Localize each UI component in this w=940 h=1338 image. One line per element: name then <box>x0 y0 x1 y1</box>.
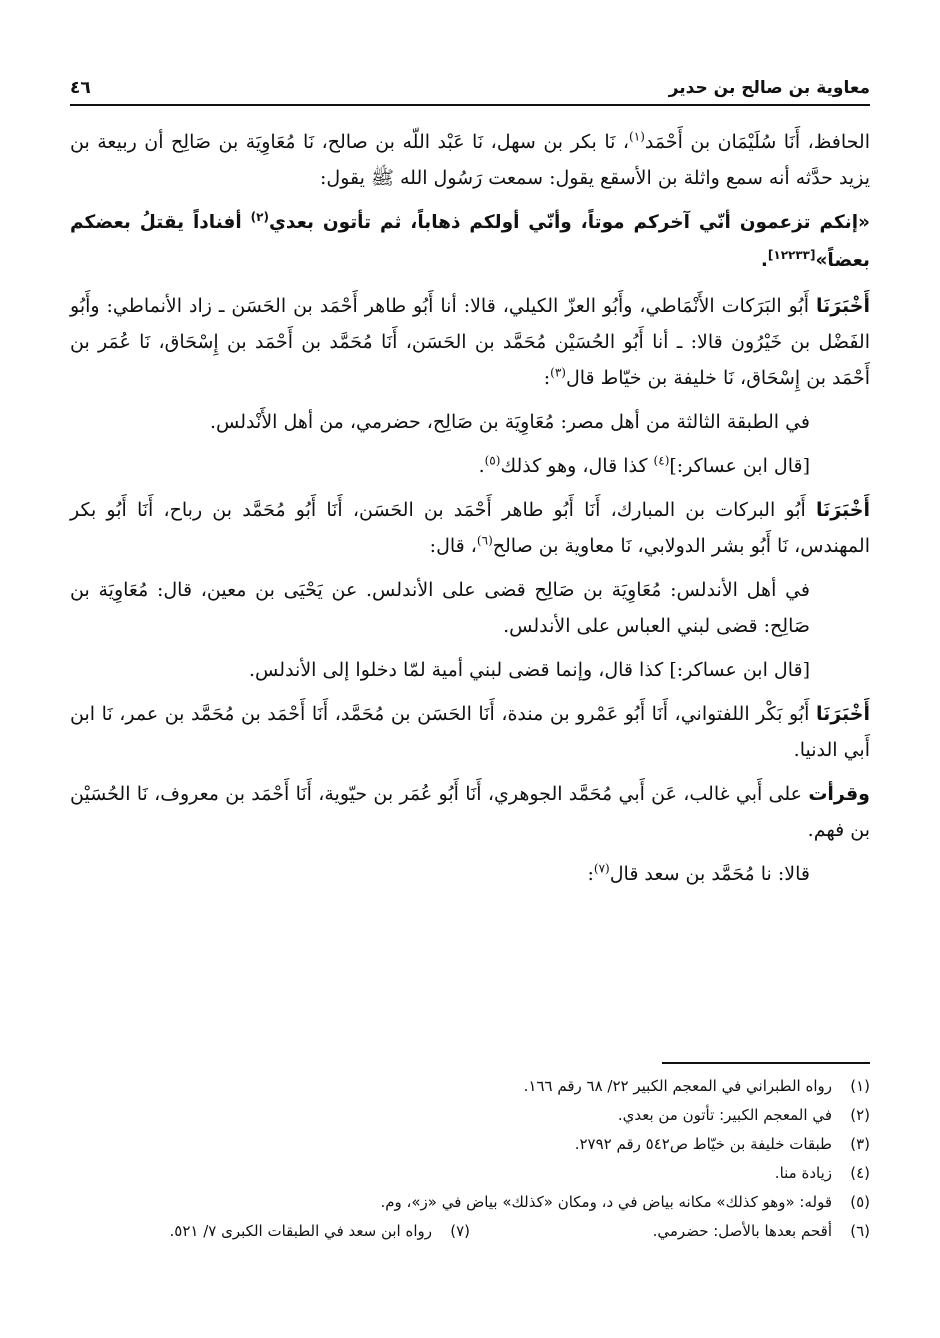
footnote-text: رواه الطبراني في المعجم الكبير ٢٢/ ٦٨ رقم ١٦٦. <box>523 1077 832 1095</box>
header-rule <box>70 104 870 106</box>
footnote-row <box>70 1217 870 1246</box>
paragraph-text: : <box>587 863 594 885</box>
footnotes <box>70 1072 870 1246</box>
footnote-ref: (٦) <box>476 533 493 548</box>
footnote-ref: (٥) <box>484 453 501 468</box>
running-header <box>70 62 870 98</box>
paragraph <box>70 572 870 644</box>
paragraph <box>70 448 870 484</box>
footnote-ref: (٧) <box>593 861 610 876</box>
paragraph-text: على أَبي غالب، عَن أَبي مُحَمَّد الجوهري، أَنَا أَبُو عُمَر بن حيّوية، أَنَا أَحْمَد بن معروف، نَا الحُسَيْن بن فهم. <box>70 783 870 841</box>
paragraph-text: الحافظ، أَنَا سُلَيْمَان بن أَحْمَد <box>644 131 870 153</box>
paragraph <box>70 856 870 892</box>
footnote-rule <box>662 1062 870 1064</box>
footnote-ref: [١٢٢٣٣] <box>767 247 816 262</box>
footnote <box>470 1217 870 1246</box>
paragraph-text: أفناداً يقتلُ بعضكم بعضاً» <box>70 212 870 271</box>
footnote <box>70 1159 870 1188</box>
footnote-number: (٧) <box>450 1222 470 1240</box>
paragraph-lead-word: وقرأت <box>808 783 870 805</box>
paragraph <box>70 776 870 848</box>
footnote-ref: (٤) <box>653 453 670 468</box>
footnote-text: زيادة منا. <box>774 1164 832 1182</box>
footnote-number: (٣) <box>850 1135 870 1153</box>
paragraph-text: . <box>478 455 485 477</box>
paragraph-text: أَبُو بَكْر اللفتواني، أَنَا أَبُو عَمْرو بن مندة، أَنَا الحَسَن بن مُحَمَّد، أَنَا أَحْمَد بن مُحَمَّد بن عمر، نَا ابن أَبي الدنيا. <box>70 703 870 761</box>
paragraph-text: في أهل الأندلس: مُعَاوِيَة بن صَالِح قضى على الأندلس. عن يَحْيَى بن معين، قال: مُعَاوِيَة بن صَالِح: قضى لبني العباس على الأندلس. <box>70 579 810 637</box>
footnote <box>70 1130 870 1159</box>
footnote <box>70 1101 870 1130</box>
paragraph-text: [قال ابن عساكر:] <box>669 455 810 477</box>
footnote-ref: (٣) <box>550 365 566 380</box>
paragraph <box>70 288 870 396</box>
paragraph <box>70 124 870 196</box>
paragraph-lead-word: أَخْبَرَنَا <box>815 499 870 521</box>
paragraph-lead-word: أَخْبَرَنَا <box>815 703 870 725</box>
paragraph-text: ، قال: <box>429 535 477 557</box>
footnote-text: قوله: «وهو كذلك» مكانه بياض في د، ومكان «كذلك» بياض في «ز»، وم. <box>380 1193 832 1211</box>
paragraph-text: [قال ابن عساكر:] كذا قال، وإنما قضى لبني أمية لمّا دخلوا إلى الأندلس. <box>249 659 810 681</box>
paragraph-text: ، نَا بكر بن سهل، نَا عَبْد اللّه بن صالح، نَا مُعَاوِيَة بن صَالِح أن ربيعة بن يزيد حدَّثه أنه سمع واثلة بن الأسقع يقول: سمعت رَسُول الله ﷺ يقول: <box>70 131 870 189</box>
paragraph-text: قالا: نا مُحَمَّد بن سعد قال <box>609 863 810 885</box>
footnote-number: (٥) <box>850 1193 870 1211</box>
paragraph <box>70 492 870 564</box>
footnote-text: أقحم بعدها بالأصل: حضرمي. <box>652 1222 832 1240</box>
paragraph <box>70 204 870 280</box>
footnote-number: (٢) <box>850 1106 870 1124</box>
paragraph-text: في الطبقة الثالثة من أهل مصر: مُعَاوِيَة بن صَالِح، حضرمي، من أهل الأَنْدلس. <box>210 411 810 433</box>
footnote-number: (٦) <box>850 1222 870 1240</box>
footnote-text: رواه ابن سعد في الطبقات الكبرى ٧/ ٥٢١. <box>169 1222 432 1240</box>
footnote-text: طبقات خليفة بن خيّاط ص٥٤٢ رقم ٢٧٩٢. <box>574 1135 832 1153</box>
footnote-number: (١) <box>850 1077 870 1095</box>
page-number: ٤٦ <box>70 78 91 98</box>
paragraph-lead-word: أَخْبَرَنَا <box>815 295 870 317</box>
paragraph-text: «إنكم تزعمون أنّي آخركم موتاً، وأنّي أولكم ذهاباً، ثم تأتون بعدي <box>268 212 870 233</box>
footnote-ref: (٢) <box>250 209 269 224</box>
paragraph <box>70 404 870 440</box>
footnote-number: (٤) <box>850 1164 870 1182</box>
paragraph-text: أَبُو البَرَكات الأَنْمَاطي، وأَبُو العزّ الكيلي، قالا: أنا أَبُو طاهر أَحْمَد بن الحَسَن ـ زاد الأنماطي: وأَبُو الفَضْل بن خَيْرُون قالا: ـ أنا أَبُو الحُسَيْن مُحَمَّد بن الحَسَن، أَنَا مُحَمَّد بن أَحْمَد بن إِسْحَاق، نَا عُمَر بن أَحْمَد بن إِسْحَاق، نَا خليفة بن خيّاط قال <box>70 295 870 389</box>
paragraph-text: : <box>543 367 551 389</box>
footnote-text: في المعجم الكبير: تأتون من بعدي. <box>617 1106 832 1124</box>
footnote <box>70 1072 870 1101</box>
paragraph-text: . <box>760 250 768 271</box>
paragraph <box>70 652 870 688</box>
footnote <box>70 1217 470 1246</box>
paragraph-text: أَبُو البركات بن المبارك، أَنَا أَبُو طاهر أَحْمَد بن الحَسَن، أَنَا أَبُو مُحَمَّد بن رباح، أَنَا أَبُو بكر المهندس، نَا أَبُو بشر الدولابي، نَا معاوية بن صالح <box>70 499 870 557</box>
paragraph <box>70 696 870 768</box>
header-title: معاوية بن صالح بن حدير <box>668 78 870 98</box>
footnote <box>70 1188 870 1217</box>
main-text <box>70 124 870 900</box>
paragraph-text: كذا قال، وهو كذلك <box>500 455 654 477</box>
footnote-ref: (١) <box>629 129 645 144</box>
